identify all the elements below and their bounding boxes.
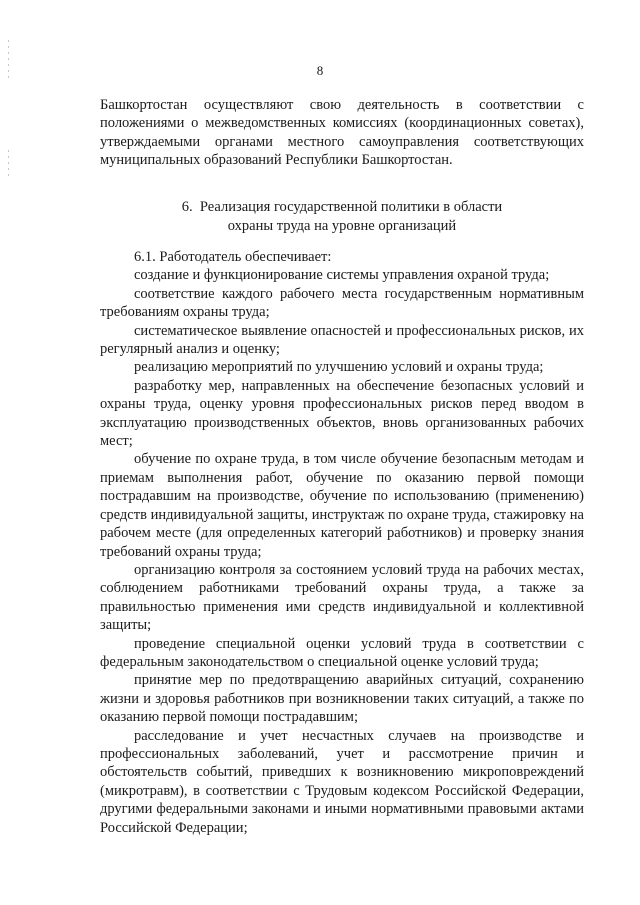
paragraph: проведение специальной оценки условий труда в соответствии с федеральным законодательством о специальной оценке условий труда; (100, 635, 584, 670)
section-heading (100, 198, 584, 236)
paragraph: реализацию мероприятий по улучшению условий и охраны труда; (134, 359, 544, 376)
paragraph: создание и функционирование системы управления охраной труда; (134, 267, 550, 284)
paragraph: 6.1. Работодатель обеспечивает: (134, 249, 332, 265)
section-title-line-2: охраны труда на уровне организаций (227, 218, 457, 234)
section-number: 6. (181, 199, 193, 215)
paragraph: организацию контроля за состоянием условий труда на рабочих местах, соблюдением работниками требований охраны труда, а также за правильностью применения ими средств индивидуальной и коллективной защиты; (100, 561, 584, 634)
paragraph: соответствие каждого рабочего места государственным нормативным требованиям охраны труда; (100, 285, 584, 321)
paragraph: разработку мер, направленных на обеспечение безопасных условий и охраны труда, оценку уровня профессиональных рисков перед вводом в эксплуатацию производственных объектов, вновь организованных рабочих мест; (100, 377, 584, 450)
paragraph: обучение по охране труда, в том числе обучение безопасным методам и приемам выполнения работ, обучение по оказанию первой помощи пострадавшим на производстве, обучение по использованию (применению) средств индивидуальной защиты, инструктаж по охране труда, стажировку на рабочем месте (для определенных категорий работников) и проверку знания требований охраны труда; (100, 451, 584, 560)
section-heading-line-1 (100, 198, 584, 217)
section-body (100, 248, 584, 837)
intro-paragraph-block (100, 96, 584, 170)
scan-margin-mark (8, 150, 9, 180)
intro-paragraph: Башкортостан осуществляют свою деятельность в соответствии с положениями о межведомственных комиссиях (координационных советах), утверждаемыми органами местного самоуправления соответствующих муниципальных образований Республики Башкортостан. (100, 97, 584, 169)
paragraph: принятие мер по предотвращению аварийных ситуаций, сохранению жизни и здоровья работников при возникновении таких ситуаций, а также по оказанию первой помощи пострадавшим; (100, 672, 584, 726)
page-number: 8 (316, 63, 324, 78)
section-title-line-1: Реализация государственной политики в области (199, 199, 503, 215)
paragraph: систематическое выявление опасностей и профессиональных рисков, их регулярный анализ и оценку; (100, 322, 584, 358)
paragraph: расследование и учет несчастных случаев на производстве и профессиональных заболеваний, учет и рассмотрение причин и обстоятельств событий, приведших к возникновению микроповреждений (микротравм), в соответствии с Трудовым кодексом Российской Федерации, другими федеральными законами и иными нормативными правовыми актами Российской Федерации; (100, 727, 584, 836)
